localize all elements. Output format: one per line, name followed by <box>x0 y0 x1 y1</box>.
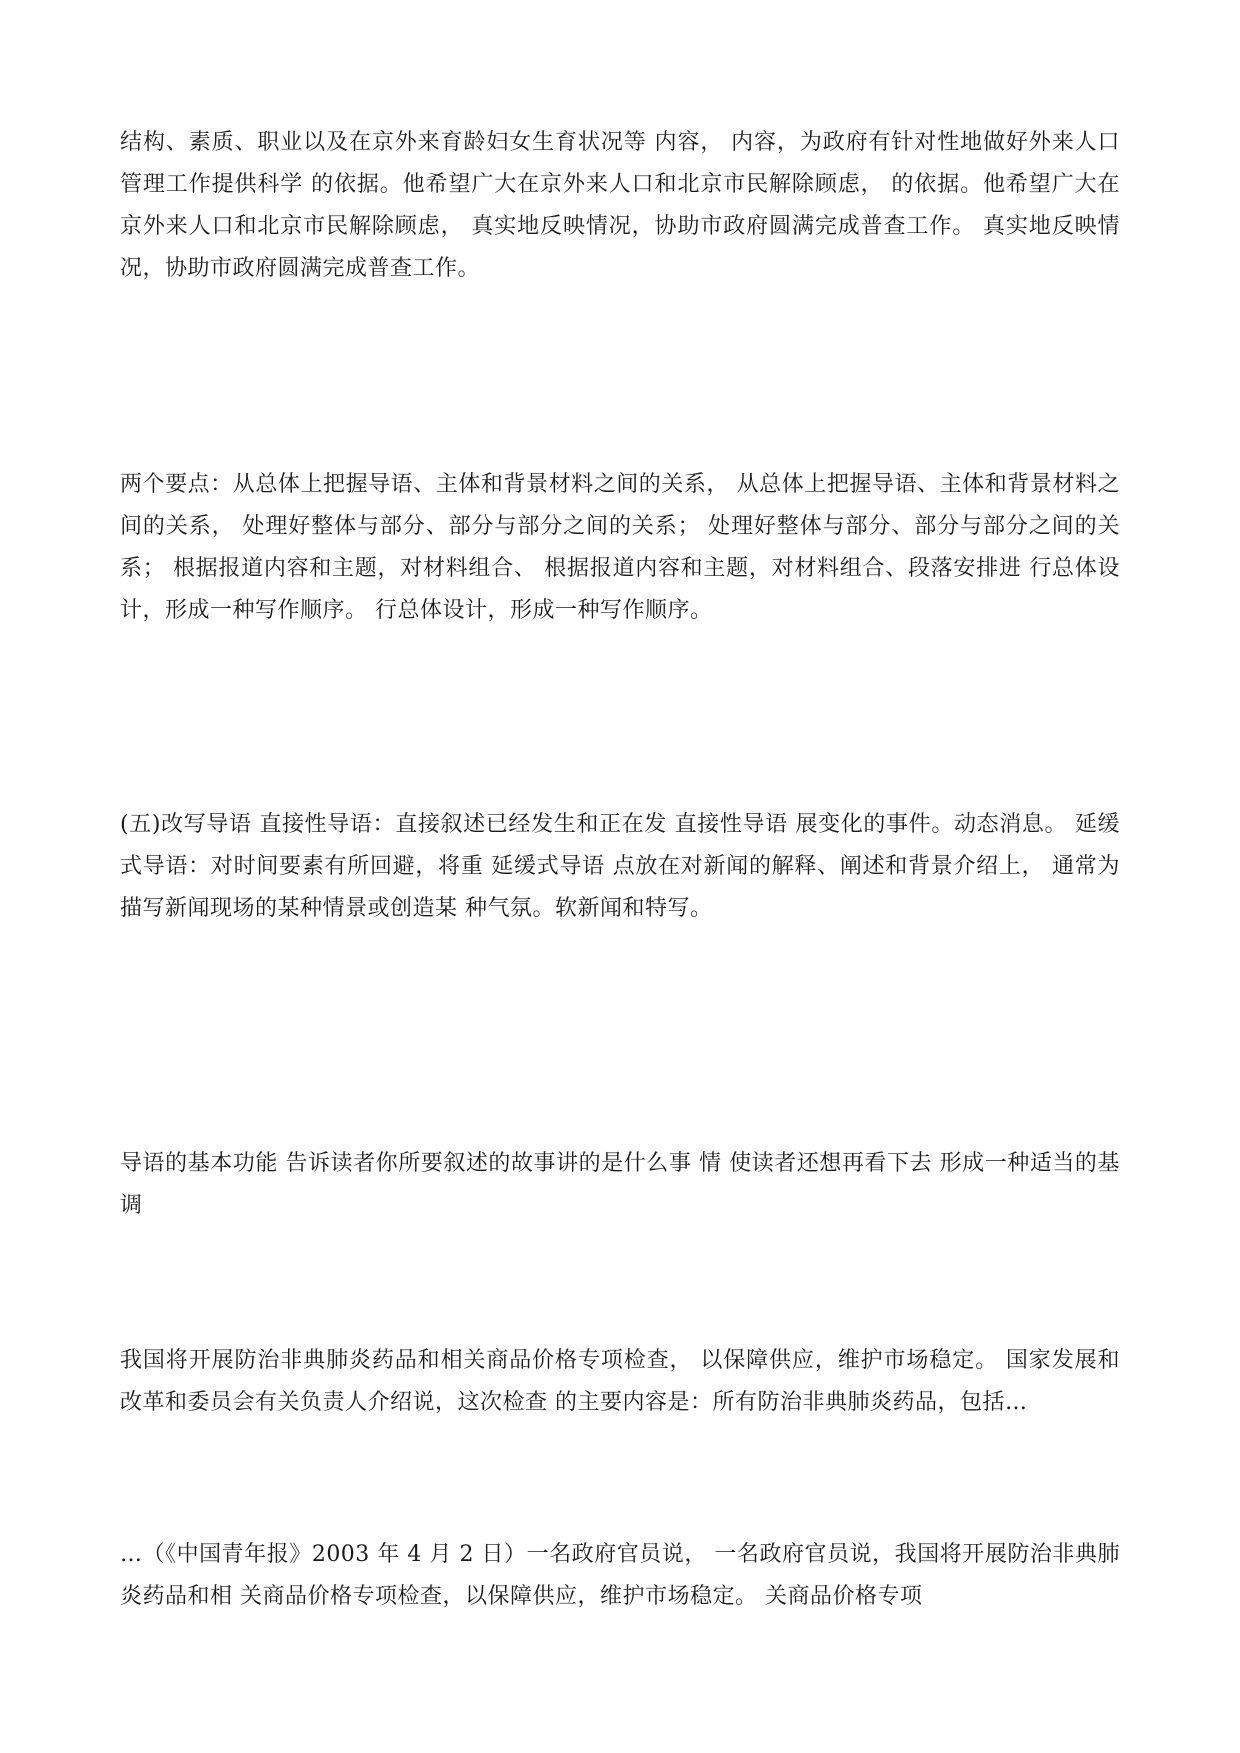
paragraph-price-inspection: 我国将开展防治非典肺炎药品和相关商品价格专项检查， 以保障供应，维护市场稳定。 国家发展和改革和委员会有关负责人介绍说，这次检查 的主要内容是：所有防治非典肺炎药品，包括… <box>120 1348 1120 1415</box>
paragraph-rewrite-lead: (五)改写导语 直接性导语：直接叙述已经发生和正在发 直接性导语 展变化的事件。动态消息。 延缓式导语：对时间要素有所回避，将重 延缓式导语 点放在对新闻的解释、阐述和背景介绍上， 通常为描写新闻现场的某种情景或创造某 种气氛。软新闻和特写。 <box>120 812 1120 921</box>
paragraph-youth-daily: …（《中国青年报》2003 年 4 月 2 日）一名政府官员说， 一名政府官员说，我国将开展防治非典肺炎药品和相 关商品价格专项检查，以保障供应，维护市场稳定。 关商品价格专项 <box>120 1542 1120 1609</box>
paragraph-lead-function: 导语的基本功能 告诉读者你所要叙述的故事讲的是什么事 情 使读者还想再看下去 形成一种适当的基调 <box>120 1151 1120 1218</box>
paragraph-two-key-points: 两个要点：从总体上把握导语、主体和背景材料之间的关系， 从总体上把握导语、主体和背景材料之间的关系， 处理好整体与部分、部分与部分之间的关系； 处理好整体与部分、部分与部分之间的关系； 根据报道内容和主题，对材料组合、 根据报道内容和主题，对材料组合、段落安排进 行总体设计，形成一种写作顺序。 行总体设计，形成一种写作顺序。 <box>120 472 1120 623</box>
paragraph-census: 结构、素质、职业以及在京外来育龄妇女生育状况等 内容， 内容，为政府有针对性地做好外来人口管理工作提供科学 的依据。他希望广大在京外来人口和北京市民解除顾虑， 的依据。他希望广大在京外来人口和北京市民解除顾虑， 真实地反映情况，协助市政府圆满完成普查工作。 真实地反映情况，协助市政府圆满完成普查工作。 <box>120 130 1120 281</box>
